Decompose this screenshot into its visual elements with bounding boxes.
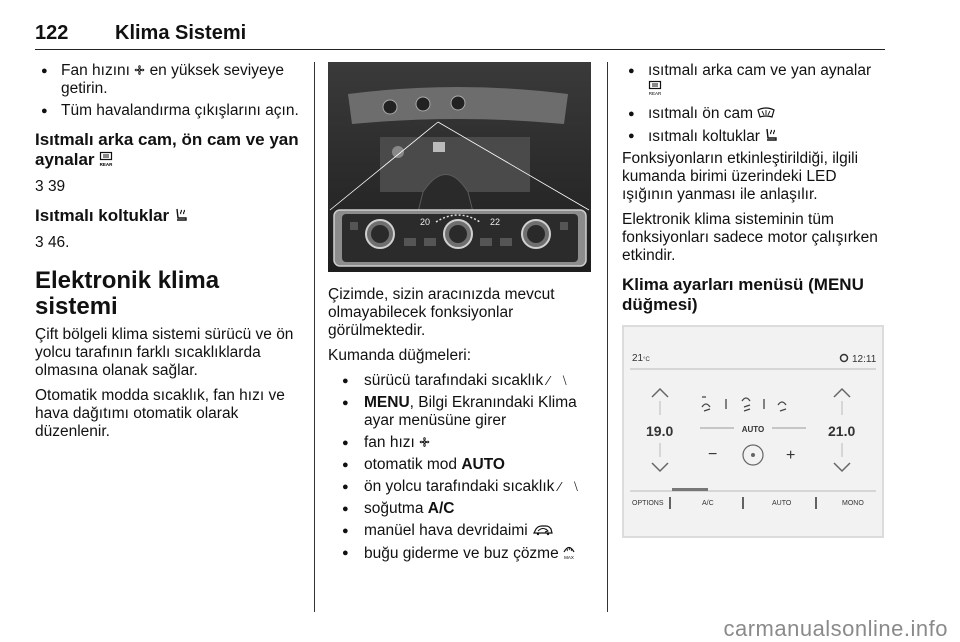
- reference-arrow-icon: 3: [35, 178, 44, 195]
- column-divider-2: [607, 62, 608, 612]
- column-divider-1: [314, 62, 315, 612]
- temperature-knob-icon: ⁄ ⧵: [547, 373, 567, 388]
- climate-menu-screen: [622, 325, 884, 538]
- page-header: [35, 22, 885, 52]
- heated-windscreen-icon: [757, 107, 775, 119]
- photo-caption: Çizimde, sizin aracınızda mevcut olmayabilecek fonksiyonlar görülmektedir.: [328, 286, 555, 339]
- climate-control-photo: [328, 62, 591, 272]
- list-item: ● ön yolcu tarafındaki sıcaklık ⁄ ⧵: [328, 478, 596, 496]
- heated-seat-icon: [174, 207, 188, 223]
- max-icon-label: MAX: [564, 555, 574, 560]
- photo-left-temp: 20: [420, 217, 431, 227]
- list-item: ● soğutma A/C: [328, 500, 596, 518]
- photo-right-temp: 22: [490, 217, 501, 227]
- list-item: ● ısıtmalı ön cam: [622, 105, 890, 123]
- paragraph: Elektronik klima sisteminin tüm fonksiyonları sadece motor çalışırken etkindir.: [622, 211, 878, 264]
- clock: 12:11: [852, 354, 877, 365]
- softkey-ac[interactable]: A/C: [702, 500, 714, 507]
- column-3: [622, 62, 890, 538]
- left-setpoint: 19.0: [646, 423, 674, 439]
- defrost-max-icon: [563, 544, 575, 560]
- list-item: ● Tüm havalandırma çıkışlarını açın.: [35, 102, 303, 120]
- list-item: ● ısıtmalı koltuklar: [622, 127, 890, 146]
- fan-plus-button[interactable]: +: [786, 447, 796, 464]
- heading-heated-rear-window: Isıtmalı arka cam, ön cam ve yan aynalar REAR: [35, 130, 299, 169]
- list-item: ● MENU, Bilgi Ekranındaki Klima ayar menüsüne girer: [328, 394, 596, 430]
- column-1: [35, 62, 303, 448]
- list-item: ● Fan hızını en yüksek seviyeye getirin.: [35, 62, 303, 98]
- page-number: 122: [35, 22, 69, 44]
- air-recirculation-icon: [532, 524, 554, 536]
- list-item: ● fan hızı: [328, 434, 596, 452]
- list-item: ● ısıtmalı arka cam ve yan aynalar REAR: [622, 62, 890, 101]
- right-setpoint: 21.0: [828, 423, 856, 439]
- list-item: ● manüel hava devridaimi: [328, 522, 596, 540]
- list-item: ● sürücü tarafındaki sıcaklık ⁄ ⧵: [328, 372, 596, 390]
- page-reference: 3 46.: [35, 234, 70, 251]
- paragraph: Otomatik modda sıcaklık, fan hızı ve hava dağıtımı otomatik olarak düzenlenir.: [35, 387, 285, 440]
- softkey-options[interactable]: OPTIONS: [632, 500, 664, 507]
- list-item: ● otomatik mod AUTO: [328, 456, 596, 474]
- rear-defrost-icon: [648, 80, 662, 96]
- paragraph: Çift bölgeli klima sistemi sürücü ve ön yolcu tarafının farklı sıcaklıklarda olmasına olanak sağlar.: [35, 326, 294, 379]
- softkey-auto[interactable]: AUTO: [772, 500, 792, 507]
- heading-climate-menu: Klima ayarları menüsü (MENU düğmesi): [622, 275, 864, 314]
- rear-icon-label: REAR: [648, 91, 662, 96]
- watermark: carmanualsonline.info: [723, 616, 948, 641]
- heated-seat-icon: [764, 127, 778, 143]
- auto-mode-label[interactable]: AUTO: [741, 425, 765, 434]
- header-rule: [35, 49, 885, 50]
- outside-temp: 21: [632, 353, 644, 364]
- reference-arrow-icon: 3: [35, 234, 44, 251]
- column-2: [328, 62, 596, 567]
- page-reference: 3 39: [35, 178, 66, 195]
- temperature-knob-icon: ⁄ ⧵: [558, 479, 578, 494]
- fan-minus-button[interactable]: −: [708, 446, 718, 463]
- section-title: Elektronik klima sistemi: [35, 267, 220, 320]
- rear-defrost-icon: [99, 151, 113, 167]
- chapter-title: Klima Sistemi: [115, 22, 247, 44]
- paragraph: Fonksiyonların etkinleştirildiği, ilgili kumanda birimi üzerindeki LED ışığının yanması ile anlaşılır.: [622, 150, 859, 203]
- outside-temp-unit: °C: [643, 357, 650, 363]
- heading-heated-seats: Isıtmalı koltuklar: [35, 206, 303, 226]
- fan-icon: [419, 436, 430, 448]
- list-item: ● buğu giderme ve buz çözme MAX: [328, 544, 596, 563]
- controls-list: [328, 372, 596, 563]
- softkey-mono[interactable]: MONO: [842, 500, 864, 507]
- controls-label: Kumanda düğmeleri:: [328, 347, 472, 364]
- bullet-list: [622, 62, 890, 146]
- fan-icon: [134, 64, 145, 76]
- rear-icon-label: REAR: [99, 162, 113, 167]
- bullet-list: [35, 62, 303, 120]
